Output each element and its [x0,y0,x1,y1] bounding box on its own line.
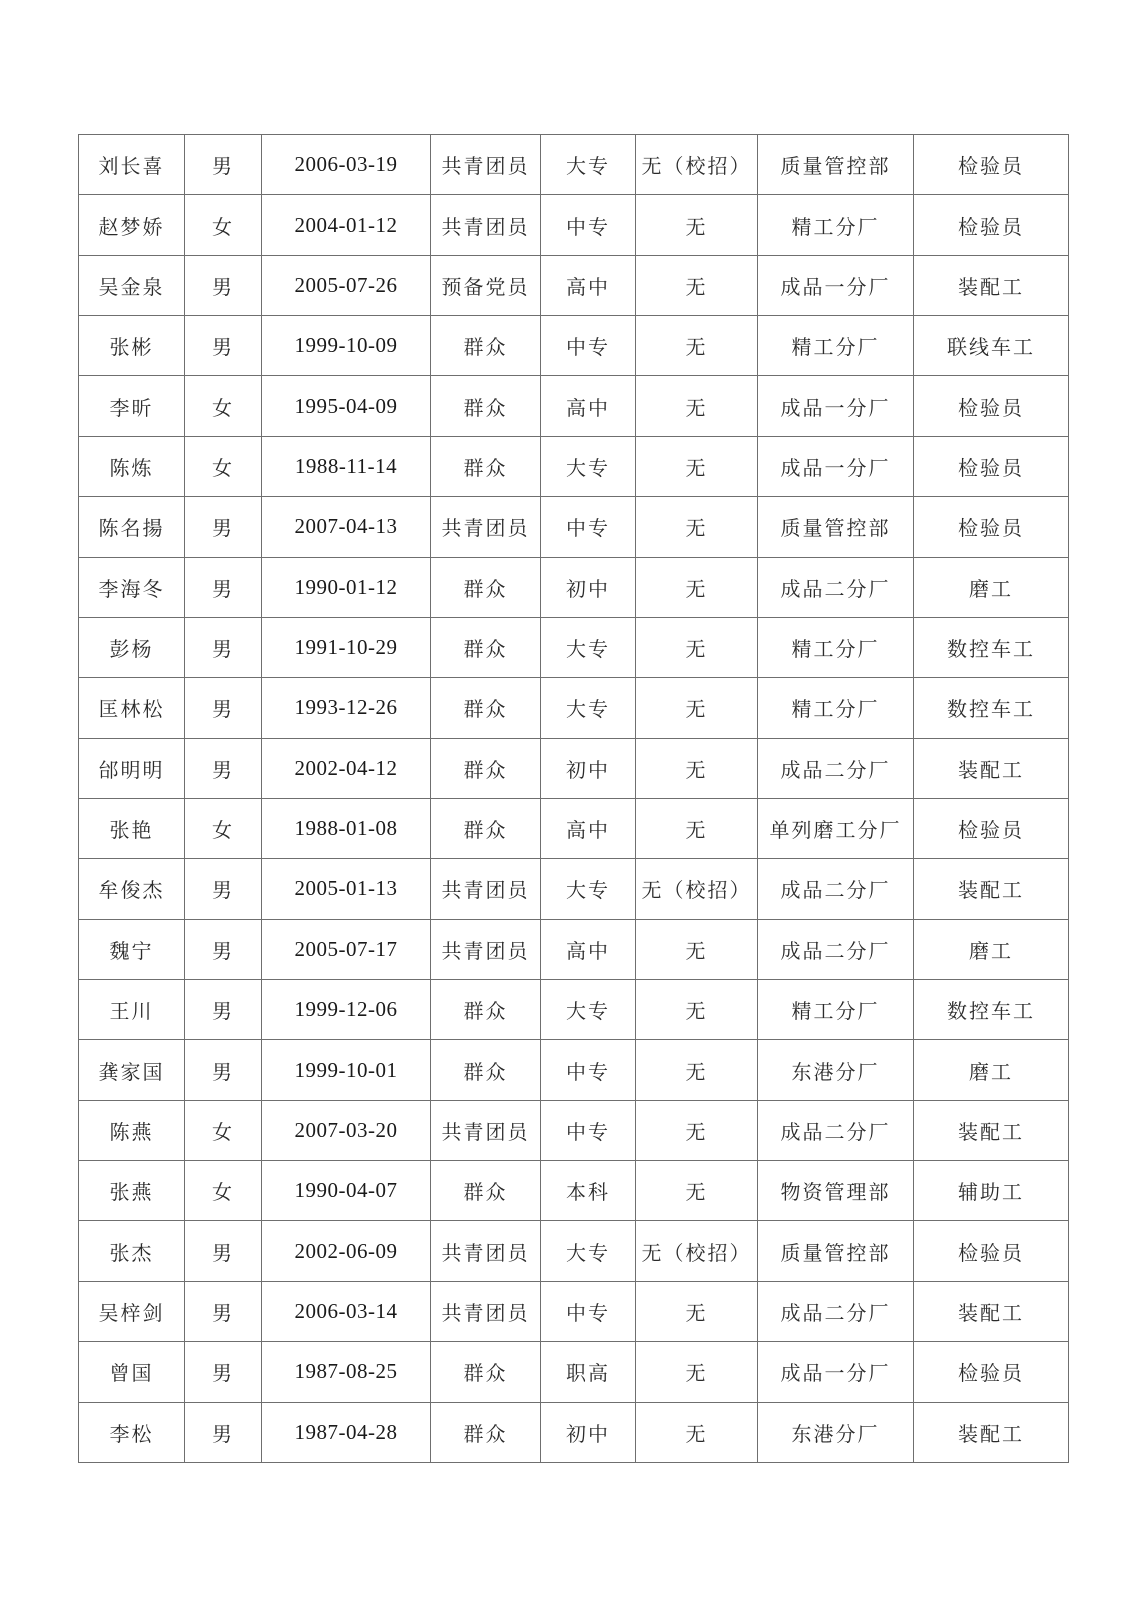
table-cell-campus_recruit_flag: 无 [636,738,758,798]
table-cell-name: 陈燕 [79,1100,185,1160]
table-cell-campus_recruit_flag: 无 [636,919,758,979]
table-cell-political_status: 共青团员 [431,859,541,919]
table-row [79,1281,1069,1341]
table-cell-department: 质量管控部 [758,1221,914,1281]
table-cell-campus_recruit_flag: 无 [636,376,758,436]
table-cell-birth_date: 1988-11-14 [262,436,431,496]
table-cell-name: 张燕 [79,1161,185,1221]
table-cell-name: 吴金泉 [79,255,185,315]
table-cell-political_status: 共青团员 [431,1281,541,1341]
table-cell-name: 赵梦娇 [79,195,185,255]
table-cell-gender: 男 [185,678,262,738]
table-cell-name: 匡林松 [79,678,185,738]
table-cell-birth_date: 1990-04-07 [262,1161,431,1221]
table-row [79,255,1069,315]
table-cell-position: 检验员 [914,798,1069,858]
table-cell-political_status: 共青团员 [431,135,541,195]
table-cell-name: 彭杨 [79,617,185,677]
table-cell-education: 职高 [541,1342,636,1402]
table-cell-name: 曾国 [79,1342,185,1402]
table-cell-political_status: 群众 [431,376,541,436]
table-cell-campus_recruit_flag: 无 [636,557,758,617]
table-row [79,1100,1069,1160]
table-cell-campus_recruit_flag: 无 [636,798,758,858]
table-cell-name: 魏宁 [79,919,185,979]
table-cell-education: 中专 [541,195,636,255]
table-cell-department: 物资管理部 [758,1161,914,1221]
table-cell-political_status: 群众 [431,316,541,376]
table-cell-political_status: 群众 [431,1342,541,1402]
table-cell-education: 大专 [541,1221,636,1281]
table-cell-political_status: 共青团员 [431,1221,541,1281]
table-cell-position: 装配工 [914,255,1069,315]
table-row [79,497,1069,557]
table-row [79,980,1069,1040]
table-cell-position: 数控车工 [914,678,1069,738]
table-body [79,135,1069,1463]
table-cell-political_status: 群众 [431,617,541,677]
table-cell-birth_date: 2007-04-13 [262,497,431,557]
table-cell-political_status: 群众 [431,980,541,1040]
table-cell-position: 检验员 [914,135,1069,195]
table-cell-campus_recruit_flag: 无 [636,1040,758,1100]
table-cell-department: 东港分厂 [758,1402,914,1462]
table-cell-birth_date: 2006-03-14 [262,1281,431,1341]
table-cell-name: 王川 [79,980,185,1040]
table-cell-gender: 男 [185,1040,262,1100]
table-cell-education: 大专 [541,859,636,919]
table-cell-birth_date: 1999-12-06 [262,980,431,1040]
table-cell-birth_date: 2005-07-26 [262,255,431,315]
table-row [79,316,1069,376]
table-cell-name: 邰明明 [79,738,185,798]
table-cell-education: 中专 [541,1040,636,1100]
table-cell-campus_recruit_flag: 无 [636,497,758,557]
table-cell-birth_date: 2002-04-12 [262,738,431,798]
table-cell-political_status: 预备党员 [431,255,541,315]
table-cell-campus_recruit_flag: 无（校招） [636,135,758,195]
table-cell-education: 大专 [541,617,636,677]
table-cell-campus_recruit_flag: 无 [636,1402,758,1462]
table-cell-position: 检验员 [914,195,1069,255]
table-row [79,436,1069,496]
table-cell-campus_recruit_flag: 无 [636,678,758,738]
table-cell-birth_date: 1999-10-09 [262,316,431,376]
table-cell-gender: 男 [185,1281,262,1341]
table-cell-education: 中专 [541,316,636,376]
table-cell-education: 中专 [541,497,636,557]
table-cell-name: 李海冬 [79,557,185,617]
table-cell-gender: 女 [185,195,262,255]
table-cell-position: 数控车工 [914,980,1069,1040]
table-cell-name: 吴梓剑 [79,1281,185,1341]
table-cell-education: 高中 [541,376,636,436]
table-cell-birth_date: 2006-03-19 [262,135,431,195]
table-cell-department: 精工分厂 [758,316,914,376]
table-cell-name: 陈名揚 [79,497,185,557]
table-cell-gender: 男 [185,255,262,315]
table-cell-political_status: 群众 [431,1402,541,1462]
table-cell-department: 精工分厂 [758,617,914,677]
table-cell-education: 大专 [541,980,636,1040]
table-cell-political_status: 共青团员 [431,195,541,255]
table-cell-political_status: 群众 [431,738,541,798]
table-row [79,1402,1069,1462]
table-cell-education: 中专 [541,1100,636,1160]
table-row [79,678,1069,738]
table-cell-gender: 男 [185,316,262,376]
table-cell-political_status: 群众 [431,798,541,858]
table-cell-gender: 女 [185,376,262,436]
table-cell-name: 张艳 [79,798,185,858]
table-cell-gender: 男 [185,617,262,677]
table-cell-education: 大专 [541,135,636,195]
table-cell-position: 装配工 [914,859,1069,919]
table-cell-education: 高中 [541,919,636,979]
table-cell-gender: 男 [185,557,262,617]
table-cell-position: 联线车工 [914,316,1069,376]
table-cell-gender: 男 [185,1342,262,1402]
table-cell-department: 成品一分厂 [758,255,914,315]
table-cell-position: 磨工 [914,919,1069,979]
table-row [79,859,1069,919]
table-cell-gender: 女 [185,436,262,496]
table-cell-name: 牟俊杰 [79,859,185,919]
table-cell-name: 李松 [79,1402,185,1462]
table-cell-birth_date: 2007-03-20 [262,1100,431,1160]
table-cell-name: 龚家国 [79,1040,185,1100]
table-cell-campus_recruit_flag: 无 [636,980,758,1040]
table-cell-department: 成品二分厂 [758,859,914,919]
table-cell-position: 数控车工 [914,617,1069,677]
table-row [79,376,1069,436]
table-cell-campus_recruit_flag: 无 [636,195,758,255]
table-cell-position: 检验员 [914,1221,1069,1281]
table-cell-gender: 男 [185,135,262,195]
table-row [79,798,1069,858]
table-cell-campus_recruit_flag: 无（校招） [636,1221,758,1281]
table-cell-gender: 男 [185,1221,262,1281]
table-cell-education: 初中 [541,738,636,798]
table-row [79,738,1069,798]
table-cell-education: 大专 [541,436,636,496]
table-cell-department: 精工分厂 [758,195,914,255]
table-cell-gender: 男 [185,738,262,798]
table-cell-political_status: 群众 [431,436,541,496]
table-cell-position: 装配工 [914,1100,1069,1160]
table-row [79,919,1069,979]
table-cell-position: 检验员 [914,497,1069,557]
table-cell-education: 高中 [541,798,636,858]
table-cell-education: 大专 [541,678,636,738]
table-cell-name: 陈炼 [79,436,185,496]
table-cell-campus_recruit_flag: 无 [636,316,758,376]
table-cell-gender: 女 [185,798,262,858]
table-cell-birth_date: 1987-08-25 [262,1342,431,1402]
table-cell-gender: 男 [185,919,262,979]
table-cell-department: 精工分厂 [758,980,914,1040]
table-cell-birth_date: 2005-01-13 [262,859,431,919]
table-row [79,617,1069,677]
table-cell-name: 张彬 [79,316,185,376]
table-cell-gender: 男 [185,1402,262,1462]
table-cell-campus_recruit_flag: 无 [636,1281,758,1341]
table-cell-birth_date: 1999-10-01 [262,1040,431,1100]
table-cell-position: 检验员 [914,1342,1069,1402]
table-row [79,557,1069,617]
table-row [79,195,1069,255]
table-cell-gender: 男 [185,859,262,919]
table-row [79,1221,1069,1281]
table-cell-political_status: 群众 [431,1161,541,1221]
table-row [79,1040,1069,1100]
table-cell-campus_recruit_flag: 无 [636,255,758,315]
table-cell-education: 本科 [541,1161,636,1221]
table-cell-position: 检验员 [914,436,1069,496]
table-cell-position: 检验员 [914,376,1069,436]
table-cell-department: 东港分厂 [758,1040,914,1100]
table-cell-gender: 男 [185,980,262,1040]
table-cell-political_status: 群众 [431,678,541,738]
table-cell-department: 质量管控部 [758,497,914,557]
table-cell-campus_recruit_flag: 无 [636,617,758,677]
table-cell-position: 装配工 [914,1281,1069,1341]
table-cell-education: 中专 [541,1281,636,1341]
table-cell-name: 李昕 [79,376,185,436]
table-cell-position: 装配工 [914,738,1069,798]
table-cell-birth_date: 1990-01-12 [262,557,431,617]
table-cell-birth_date: 2005-07-17 [262,919,431,979]
table-cell-birth_date: 1987-04-28 [262,1402,431,1462]
table-cell-department: 成品二分厂 [758,1281,914,1341]
table-cell-birth_date: 2004-01-12 [262,195,431,255]
table-cell-campus_recruit_flag: 无 [636,1342,758,1402]
table-cell-birth_date: 1993-12-26 [262,678,431,738]
table-cell-birth_date: 1988-01-08 [262,798,431,858]
table-cell-department: 成品二分厂 [758,738,914,798]
table-cell-political_status: 共青团员 [431,497,541,557]
table-cell-education: 初中 [541,1402,636,1462]
table-cell-position: 磨工 [914,557,1069,617]
table-cell-political_status: 共青团员 [431,919,541,979]
table-cell-campus_recruit_flag: 无 [636,1100,758,1160]
table-cell-political_status: 共青团员 [431,1100,541,1160]
table-cell-department: 单列磨工分厂 [758,798,914,858]
table-cell-department: 成品一分厂 [758,1342,914,1402]
table-cell-position: 辅助工 [914,1161,1069,1221]
table-cell-department: 成品二分厂 [758,557,914,617]
table-row [79,1342,1069,1402]
table-cell-department: 质量管控部 [758,135,914,195]
table-cell-department: 精工分厂 [758,678,914,738]
table-cell-campus_recruit_flag: 无 [636,1161,758,1221]
table-cell-department: 成品一分厂 [758,376,914,436]
table-cell-gender: 女 [185,1100,262,1160]
table-cell-name: 张杰 [79,1221,185,1281]
table-cell-position: 磨工 [914,1040,1069,1100]
table-cell-education: 高中 [541,255,636,315]
table-cell-position: 装配工 [914,1402,1069,1462]
table-cell-gender: 女 [185,1161,262,1221]
table-cell-birth_date: 1991-10-29 [262,617,431,677]
table-row [79,1161,1069,1221]
table-cell-campus_recruit_flag: 无（校招） [636,859,758,919]
table-row [79,135,1069,195]
table-cell-department: 成品二分厂 [758,1100,914,1160]
table-cell-name: 刘长喜 [79,135,185,195]
table-cell-birth_date: 1995-04-09 [262,376,431,436]
table-cell-campus_recruit_flag: 无 [636,436,758,496]
table-cell-political_status: 群众 [431,1040,541,1100]
table-cell-political_status: 群众 [431,557,541,617]
table-cell-gender: 男 [185,497,262,557]
table-cell-department: 成品二分厂 [758,919,914,979]
table-cell-department: 成品一分厂 [758,436,914,496]
personnel-table [78,134,1069,1463]
table-cell-education: 初中 [541,557,636,617]
table-cell-birth_date: 2002-06-09 [262,1221,431,1281]
